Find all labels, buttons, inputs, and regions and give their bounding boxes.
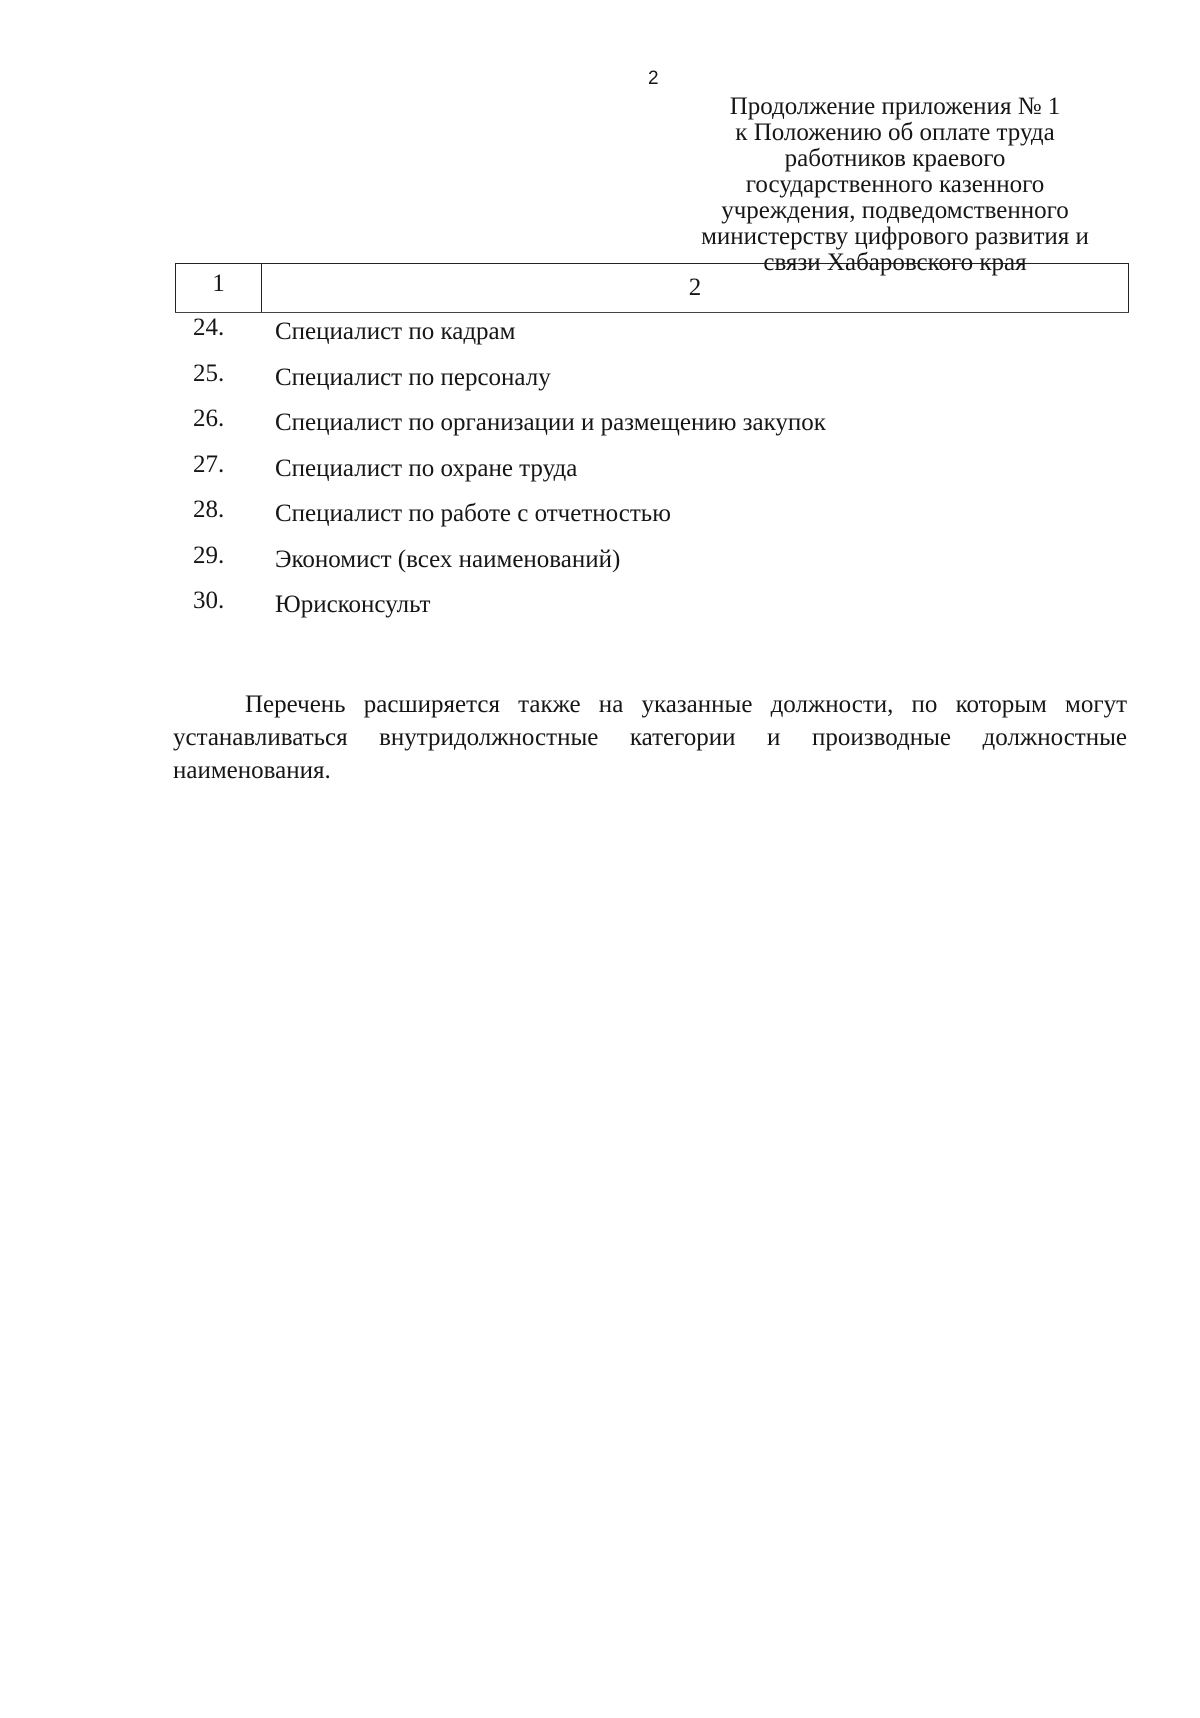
table-header-row (175, 263, 1129, 312)
page-number: 2 (648, 68, 659, 89)
header-line: министерству цифрового развития и (701, 223, 1089, 250)
row-number: 30. (193, 587, 225, 614)
header-line: Продолжение приложения № 1 (729, 93, 1061, 120)
row-label: Специалист по организации и размещению закупок (275, 409, 826, 436)
row-number: 29. (193, 541, 225, 569)
header-line: государственного казенного (745, 171, 1045, 198)
table-row (193, 314, 1123, 360)
row-label: Специалист по кадрам (275, 318, 516, 345)
header-line: к Положению об оплате труда (735, 119, 1055, 146)
table-header-col-1: 1 (176, 264, 262, 312)
table-row (193, 405, 1123, 451)
table-row (193, 360, 1123, 406)
table-header-col-2: 2 (688, 274, 702, 301)
row-number: 27. (193, 450, 225, 478)
header-line: работников краевого (784, 145, 1006, 172)
row-label: Специалист по персоналу (275, 363, 551, 391)
row-number: 24. (193, 314, 225, 341)
table-row (193, 542, 1123, 588)
header-line: учреждения, подведомственного (721, 197, 1069, 224)
table-row (193, 496, 1123, 542)
note-paragraph: Перечень расширяется также на указанные должности, по которым могут устанавливаться внутридолжностные категории и производные должностные наименования. (173, 691, 1127, 784)
row-label: Специалист по работе с отчетностью (275, 500, 671, 527)
header-line: связи Хабаровского края (763, 249, 1027, 276)
table-divider (175, 312, 1129, 313)
row-number: 26. (193, 405, 225, 432)
row-label: Юрисконсульт (275, 591, 431, 618)
appendix-header (660, 94, 1130, 276)
row-number: 25. (193, 359, 225, 387)
row-label: Экономист (всех наименований) (275, 545, 621, 573)
row-label: Специалист по охране труда (275, 454, 578, 482)
table-row (193, 451, 1123, 497)
table-row (193, 587, 1123, 633)
row-number: 28. (193, 496, 225, 523)
positions-list (193, 314, 1123, 633)
